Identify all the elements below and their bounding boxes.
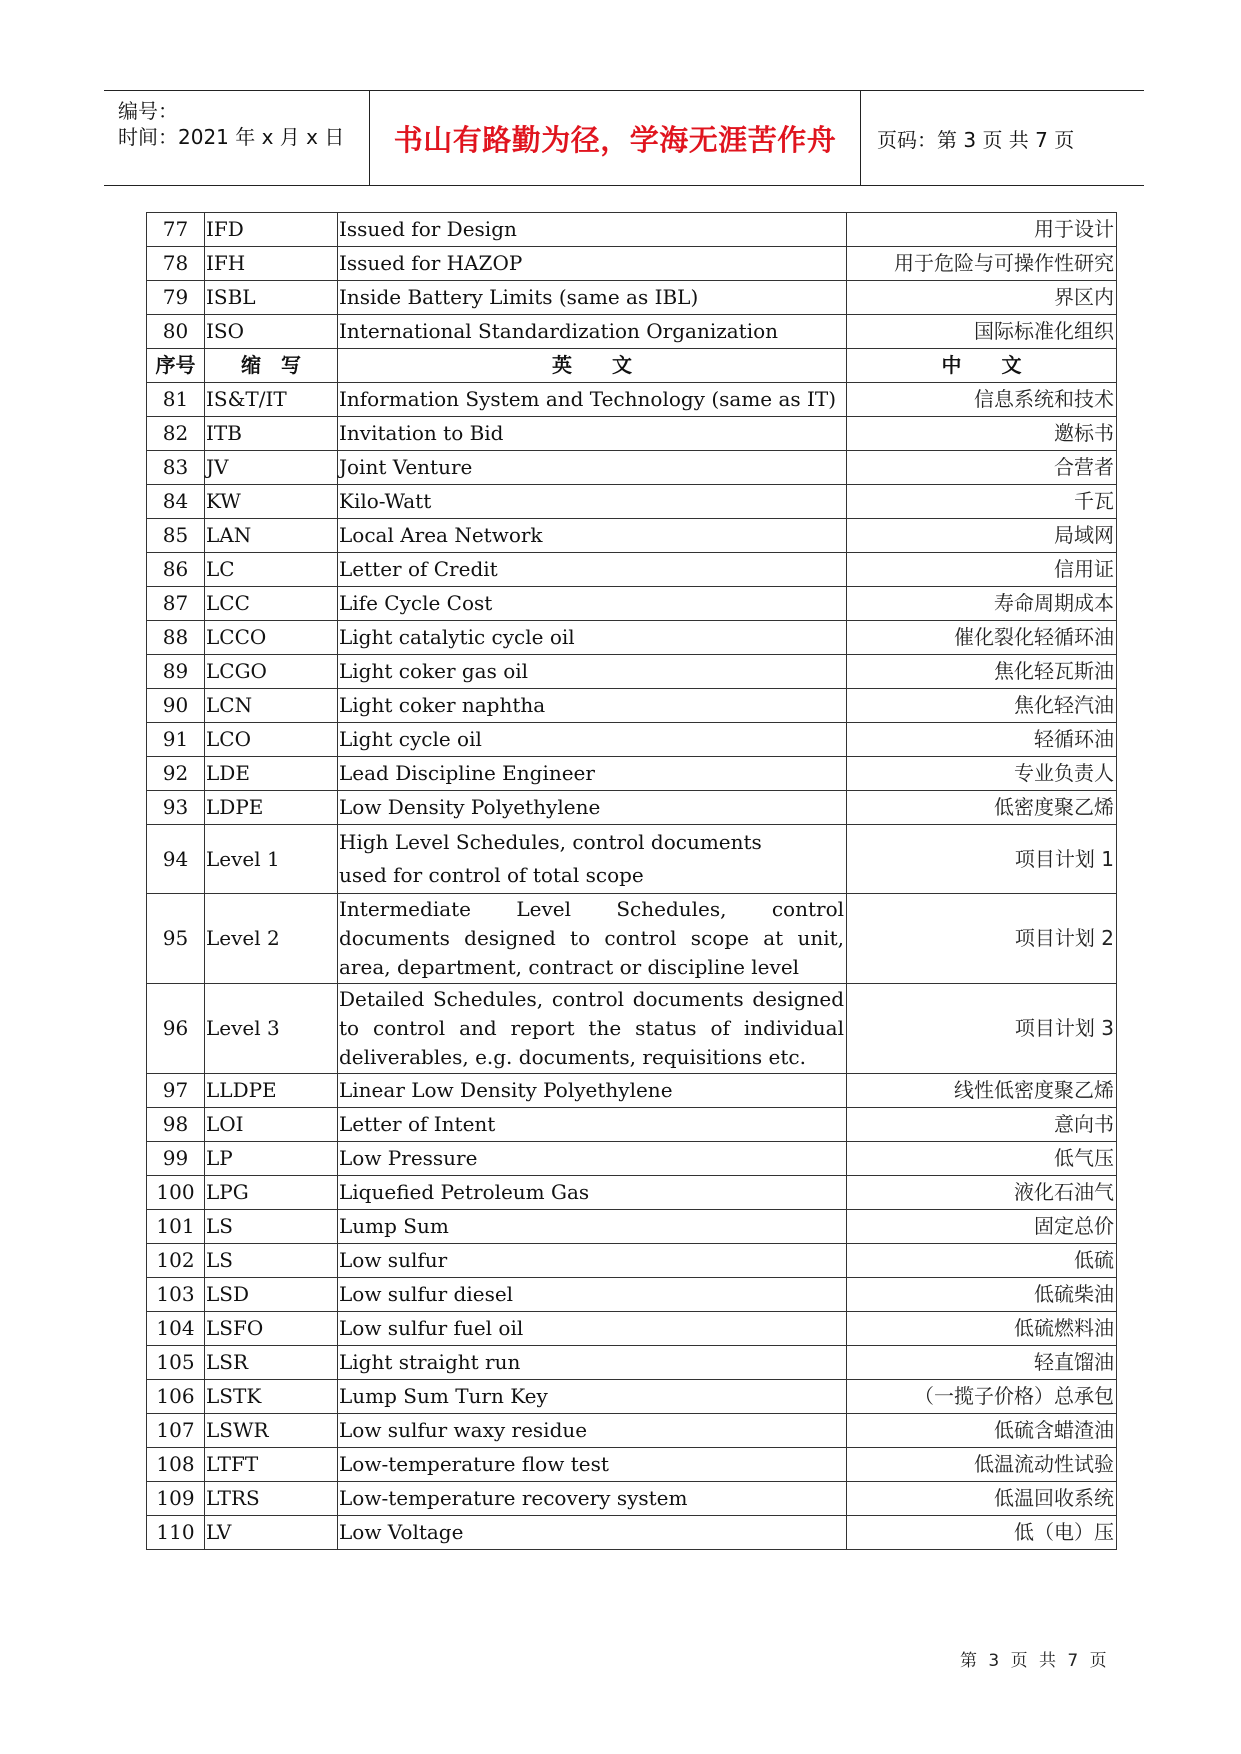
table-body-top [147, 213, 1117, 349]
row-chinese: 低气压 [847, 1142, 1117, 1176]
table-row [147, 1312, 1117, 1346]
row-number: 103 [147, 1278, 205, 1312]
table-row [147, 1108, 1117, 1142]
row-english: Light catalytic cycle oil [338, 621, 847, 655]
row-chinese: 信用证 [847, 553, 1117, 587]
table-row [147, 621, 1117, 655]
row-abbreviation: LPG [205, 1176, 338, 1210]
table-row [147, 247, 1117, 281]
row-number: 96 [147, 984, 205, 1074]
row-abbreviation: KW [205, 485, 338, 519]
table-row [147, 451, 1117, 485]
table-row [147, 984, 1117, 1074]
row-chinese: 液化石油气 [847, 1176, 1117, 1210]
row-english: Lump Sum [338, 1210, 847, 1244]
row-number: 105 [147, 1346, 205, 1380]
row-number: 87 [147, 587, 205, 621]
row-number: 91 [147, 723, 205, 757]
row-chinese: 局域网 [847, 519, 1117, 553]
row-chinese: 轻直馏油 [847, 1346, 1117, 1380]
table-row [147, 383, 1117, 417]
row-english: Kilo-Watt [338, 485, 847, 519]
row-abbreviation: LSFO [205, 1312, 338, 1346]
row-abbreviation: Level 3 [205, 984, 338, 1074]
row-chinese: 轻循环油 [847, 723, 1117, 757]
row-number: 92 [147, 757, 205, 791]
row-abbreviation: JV [205, 451, 338, 485]
row-english: Letter of Credit [338, 553, 847, 587]
row-abbreviation: LCO [205, 723, 338, 757]
row-english: Lead Discipline Engineer [338, 757, 847, 791]
page-number-label: 页码：第 3 页 共 7 页 [877, 127, 1075, 152]
row-english: Information System and Technology (same as IT) [338, 383, 847, 417]
row-chinese: 意向书 [847, 1108, 1117, 1142]
row-chinese: （一揽子价格）总承包 [847, 1380, 1117, 1414]
row-number: 84 [147, 485, 205, 519]
row-chinese: 低温流动性试验 [847, 1448, 1117, 1482]
row-chinese: 国际标准化组织 [847, 315, 1117, 349]
row-abbreviation: LDPE [205, 791, 338, 825]
row-number: 106 [147, 1380, 205, 1414]
row-english: Low sulfur waxy residue [338, 1414, 847, 1448]
row-chinese: 线性低密度聚乙烯 [847, 1074, 1117, 1108]
table-row [147, 485, 1117, 519]
row-number: 94 [147, 825, 205, 894]
glossary-table-container [146, 212, 1116, 1550]
header-zh: 中 文 [847, 349, 1117, 383]
row-abbreviation: ISBL [205, 281, 338, 315]
table-row [147, 1074, 1117, 1108]
row-number: 104 [147, 1312, 205, 1346]
row-number: 98 [147, 1108, 205, 1142]
row-english: International Standardization Organization [338, 315, 847, 349]
row-abbreviation: LDE [205, 757, 338, 791]
page-footer: 第 3 页 共 7 页 [960, 1651, 1110, 1671]
row-abbreviation: LP [205, 1142, 338, 1176]
row-number: 109 [147, 1482, 205, 1516]
motto-text: 书山有路勤为径，学海无涯苦作舟 [393, 122, 837, 157]
table-row [147, 1346, 1117, 1380]
row-english: Inside Battery Limits (same as IBL) [338, 281, 847, 315]
row-english: Low-temperature flow test [338, 1448, 847, 1482]
row-number: 81 [147, 383, 205, 417]
row-chinese: 焦化轻瓦斯油 [847, 655, 1117, 689]
row-abbreviation: LLDPE [205, 1074, 338, 1108]
row-chinese: 合营者 [847, 451, 1117, 485]
table-row [147, 894, 1117, 984]
row-chinese: 用于危险与可操作性研究 [847, 247, 1117, 281]
header-right-cell [861, 91, 1144, 185]
header-motto-cell [369, 91, 861, 185]
row-english: Life Cycle Cost [338, 587, 847, 621]
table-body-levels [147, 825, 1117, 1074]
table-row [147, 1482, 1117, 1516]
row-english: Low Pressure [338, 1142, 847, 1176]
row-english: Low Voltage [338, 1516, 847, 1550]
row-english: Light coker gas oil [338, 655, 847, 689]
row-abbreviation: LV [205, 1516, 338, 1550]
row-abbreviation: LS [205, 1210, 338, 1244]
row-number: 101 [147, 1210, 205, 1244]
row-number: 110 [147, 1516, 205, 1550]
row-english-line: High Level Schedules, control documents [339, 830, 762, 854]
row-chinese: 专业负责人 [847, 757, 1117, 791]
table-row [147, 587, 1117, 621]
table-row [147, 689, 1117, 723]
row-number: 83 [147, 451, 205, 485]
table-body-middle [147, 383, 1117, 825]
row-english: Joint Venture [338, 451, 847, 485]
row-abbreviation: IFD [205, 213, 338, 247]
table-row [147, 519, 1117, 553]
row-chinese: 千瓦 [847, 485, 1117, 519]
row-chinese: 邀标书 [847, 417, 1117, 451]
row-abbreviation: Level 1 [205, 825, 338, 894]
row-english: Liquefied Petroleum Gas [338, 1176, 847, 1210]
table-row [147, 723, 1117, 757]
row-english: Intermediate Level Schedules, control documents designed to control scope at unit, area, department, contract or discipline level [338, 894, 847, 984]
row-chinese: 寿命周期成本 [847, 587, 1117, 621]
row-number: 99 [147, 1142, 205, 1176]
row-abbreviation: LCC [205, 587, 338, 621]
table-row [147, 1414, 1117, 1448]
row-chinese: 焦化轻汽油 [847, 689, 1117, 723]
row-chinese: 界区内 [847, 281, 1117, 315]
table-row [147, 417, 1117, 451]
row-number: 89 [147, 655, 205, 689]
row-chinese: 低密度聚乙烯 [847, 791, 1117, 825]
row-number: 93 [147, 791, 205, 825]
row-english: Linear Low Density Polyethylene [338, 1074, 847, 1108]
row-abbreviation: IS&T/IT [205, 383, 338, 417]
row-number: 90 [147, 689, 205, 723]
row-chinese: 低温回收系统 [847, 1482, 1117, 1516]
table-row [147, 1210, 1117, 1244]
row-abbreviation: LCN [205, 689, 338, 723]
table-row [147, 1380, 1117, 1414]
row-chinese: 催化裂化轻循环油 [847, 621, 1117, 655]
row-number: 100 [147, 1176, 205, 1210]
row-chinese: 低硫 [847, 1244, 1117, 1278]
row-abbreviation: LSWR [205, 1414, 338, 1448]
row-english: Letter of Intent [338, 1108, 847, 1142]
row-number: 85 [147, 519, 205, 553]
row-abbreviation: LTFT [205, 1448, 338, 1482]
table-row [147, 1244, 1117, 1278]
row-abbreviation: LTRS [205, 1482, 338, 1516]
row-english [338, 825, 847, 894]
row-english: Issued for HAZOP [338, 247, 847, 281]
row-number: 80 [147, 315, 205, 349]
table-row [147, 1142, 1117, 1176]
table-row [147, 1516, 1117, 1550]
row-english-line: used for control of total scope [339, 863, 644, 887]
row-english: Light cycle oil [338, 723, 847, 757]
row-chinese: 项目计划 3 [847, 984, 1117, 1074]
row-abbreviation: LCCO [205, 621, 338, 655]
table-row [147, 791, 1117, 825]
row-english: Invitation to Bid [338, 417, 847, 451]
header-left-cell [104, 91, 369, 185]
table-row [147, 281, 1117, 315]
row-abbreviation: LAN [205, 519, 338, 553]
header-abbr: 缩 写 [205, 349, 338, 383]
row-english: Issued for Design [338, 213, 847, 247]
row-abbreviation: IFH [205, 247, 338, 281]
header-no: 序号 [147, 349, 205, 383]
time-label: 时间：2021 年 x 月 x 日 [118, 125, 345, 149]
page-header [104, 90, 1144, 186]
row-chinese: 低硫含蜡渣油 [847, 1414, 1117, 1448]
row-abbreviation: ISO [205, 315, 338, 349]
table-row [147, 1278, 1117, 1312]
row-abbreviation: LSR [205, 1346, 338, 1380]
row-chinese: 低硫燃料油 [847, 1312, 1117, 1346]
table-body-bottom [147, 1074, 1117, 1550]
table-row [147, 825, 1117, 894]
table-row [147, 655, 1117, 689]
serial-label: 编号： [118, 99, 178, 123]
row-number: 86 [147, 553, 205, 587]
table-header-row-group [147, 349, 1117, 383]
row-chinese: 低硫柴油 [847, 1278, 1117, 1312]
row-chinese: 信息系统和技术 [847, 383, 1117, 417]
row-abbreviation: LC [205, 553, 338, 587]
row-english: Local Area Network [338, 519, 847, 553]
row-english: Light coker naphtha [338, 689, 847, 723]
row-number: 102 [147, 1244, 205, 1278]
row-abbreviation: LS [205, 1244, 338, 1278]
table-row [147, 1448, 1117, 1482]
row-english: Lump Sum Turn Key [338, 1380, 847, 1414]
row-abbreviation: Level 2 [205, 894, 338, 984]
row-abbreviation: LSTK [205, 1380, 338, 1414]
row-number: 79 [147, 281, 205, 315]
header-en: 英 文 [338, 349, 847, 383]
row-number: 78 [147, 247, 205, 281]
row-number: 97 [147, 1074, 205, 1108]
table-row [147, 553, 1117, 587]
row-number: 107 [147, 1414, 205, 1448]
row-number: 108 [147, 1448, 205, 1482]
row-chinese: 用于设计 [847, 213, 1117, 247]
row-number: 77 [147, 213, 205, 247]
row-english: Detailed Schedules, control documents designed to control and report the status of individual deliverables, e.g. documents, requisitions etc. [338, 984, 847, 1074]
row-chinese: 低（电）压 [847, 1516, 1117, 1550]
row-english: Low-temperature recovery system [338, 1482, 847, 1516]
row-number: 82 [147, 417, 205, 451]
row-english: Light straight run [338, 1346, 847, 1380]
row-abbreviation: LOI [205, 1108, 338, 1142]
row-number: 88 [147, 621, 205, 655]
row-chinese: 固定总价 [847, 1210, 1117, 1244]
row-chinese: 项目计划 1 [847, 825, 1117, 894]
row-abbreviation: LCGO [205, 655, 338, 689]
row-abbreviation: ITB [205, 417, 338, 451]
table-header-row [147, 349, 1117, 383]
table-row [147, 213, 1117, 247]
table-row [147, 1176, 1117, 1210]
row-number: 95 [147, 894, 205, 984]
row-english: Low sulfur diesel [338, 1278, 847, 1312]
row-chinese: 项目计划 2 [847, 894, 1117, 984]
row-english: Low sulfur [338, 1244, 847, 1278]
table-row [147, 757, 1117, 791]
table-row [147, 315, 1117, 349]
row-english: Low sulfur fuel oil [338, 1312, 847, 1346]
row-english: Low Density Polyethylene [338, 791, 847, 825]
glossary-table [146, 212, 1117, 1550]
row-abbreviation: LSD [205, 1278, 338, 1312]
